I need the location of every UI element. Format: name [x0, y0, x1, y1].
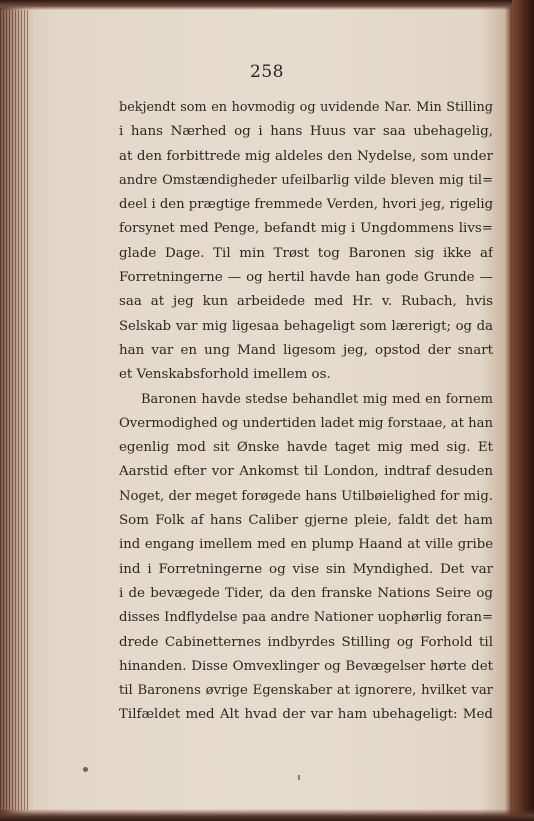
- text-line: drede Cabinetternes indbyrdes Stilling og Forhold til: [119, 634, 493, 650]
- text-line: i hans Nærhed og i hans Huus var saa ubehagelig,: [119, 124, 493, 140]
- book-cover-edge: [512, 0, 534, 821]
- paper-stain-spot: [83, 767, 88, 772]
- paper-speck: [298, 775, 300, 780]
- page-number: 258: [250, 62, 284, 82]
- text-line: Som Folk af hans Caliber gjerne pleie, faldt det ham: [119, 513, 493, 529]
- text-line: disses Indflydelse paa andre Nationer uophørlig foran=: [119, 610, 493, 626]
- text-line: ind engang imellem med en plump Haand at ville gribe: [119, 537, 493, 553]
- text-line: til Baronens øvrige Egenskaber at ignorere, hvilket var: [119, 683, 493, 699]
- text-line: bekjendt som en hovmodig og uvidende Nar. Min Stilling: [119, 100, 493, 115]
- text-line: egenlig mod sit Ønske havde taget mig med sig. Et: [119, 440, 493, 456]
- text-line: Tilfældet med Alt hvad der var ham ubehageligt: Med: [119, 707, 493, 723]
- text-line: at den forbittrede mig aldeles den Nydelse, som under: [119, 148, 493, 164]
- text-line: ind i Forretningerne og vise sin Myndighed. Det var: [119, 561, 493, 577]
- text-line: Selskab var mig ligesaa behageligt som lærerigt; og da: [119, 318, 493, 334]
- text-line: Baronen havde stedse behandlet mig med en fornem: [141, 391, 493, 407]
- text-line: Forretningerne — og hertil havde han gode Grunde —: [119, 270, 493, 286]
- text-line: forsynet med Penge, befandt mig i Ungdommens livs=: [119, 221, 493, 237]
- text-line: deel i den prægtige fremmede Verden, hvori jeg, rigelig: [119, 197, 493, 213]
- text-line: andre Omstændigheder ufeilbarlig vilde bleven mig til=: [119, 172, 493, 188]
- text-line: Overmodighed og undertiden ladet mig forstaae, at han: [119, 415, 493, 431]
- text-line: Aarstid efter vor Ankomst til London, indtraf desuden: [119, 464, 493, 480]
- text-line: Noget, der meget forøgede hans Utilbøielighed for mig.: [119, 488, 493, 504]
- text-line: i de bevægede Tider, da den franske Nations Seire og: [119, 585, 493, 601]
- book-top-edge: [0, 0, 534, 10]
- book-bottom-edge: [0, 809, 534, 821]
- paragraph-1: [119, 96, 493, 388]
- text-line: hinanden. Disse Omvexlinger og Bevægelser hørte det: [119, 658, 493, 674]
- paragraph-2: [119, 388, 493, 728]
- text-line: et Venskabsforhold imellem os.: [119, 367, 331, 383]
- text-line: han var en ung Mand ligesom jeg, opstod der snart: [119, 342, 493, 358]
- text-line: saa at jeg kun arbeidede med Hr. v. Rubach, hvis: [119, 294, 493, 310]
- text-line: glade Dage. Til min Trøst tog Baronen sig ikke af: [119, 245, 493, 261]
- body-text: [119, 96, 493, 728]
- stacked-page-edges: [0, 10, 30, 810]
